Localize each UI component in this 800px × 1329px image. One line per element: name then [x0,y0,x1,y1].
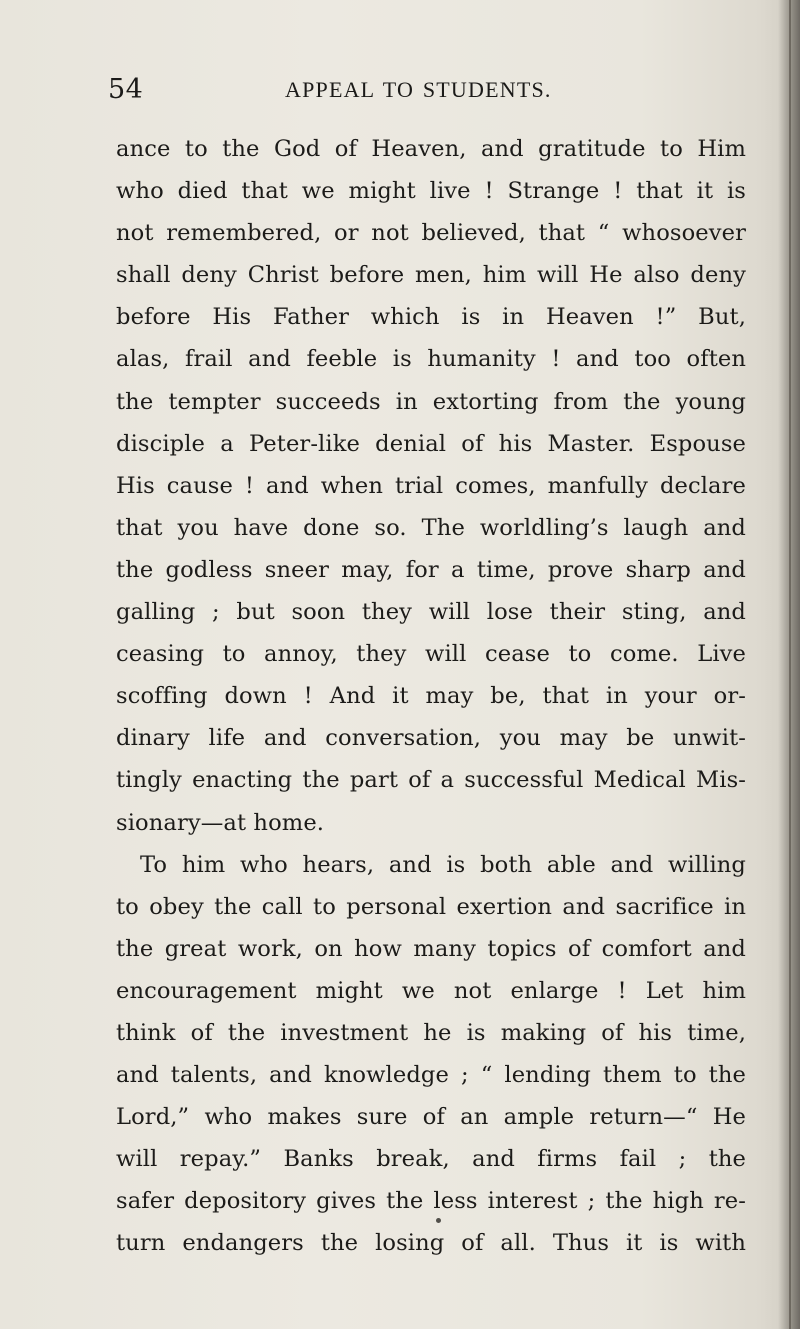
text-line: will repay.” Banks break, and firms fail ; the [116,1146,746,1173]
text-line: the godless sneer may, for a time, prove sharp and [116,556,746,583]
page-header [0,64,800,108]
text-line: and talents, and knowledge ; “ lending them to the [116,1062,746,1089]
text-line: that you have done so. The worldling’s laugh and [116,514,746,541]
text-line: ceasing to annoy, they will cease to come. Live [116,641,746,668]
body-text [116,128,746,1265]
text-line: galling ; but soon they will lose their sting, and [116,599,746,626]
page-edge-line [789,0,791,1329]
text-line: turn endangers the losing of all. Thus it is with [116,1230,746,1257]
text-line: ance to the God of Heaven, and gratitude to Him [116,136,746,162]
text-line: alas, frail and feeble is humanity ! and too often [116,346,746,373]
text-line: tingly enacting the part of a successful Medical Mis- [116,767,746,794]
text-line: disciple a Peter-like denial of his Master. Espouse [116,430,746,457]
text-line: His cause ! and when trial comes, manfully declare [116,472,746,499]
text-line: sionary—at home. [116,809,325,836]
text-line: not remembered, or not believed, that “ whosoever [116,220,746,247]
text-line: dinary life and conversation, you may be unwit- [116,725,746,752]
text-line: before His Father which is in Heaven !” But, [116,304,746,331]
running-head: APPEAL TO STUDENTS. [285,77,552,102]
text-line: Lord,” who makes sure of an ample return—“ He [116,1104,746,1131]
ink-speck [436,1218,441,1223]
text-line: shall deny Christ before men, him will He also deny [116,262,746,289]
text-line: To him who hears, and is both able and willing [140,851,746,878]
text-line: scoffing down ! And it may be, that in your or- [116,683,746,710]
text-line: the great work, on how many topics of comfort and [116,935,746,962]
text-line: think of the investment he is making of his time, [116,1019,746,1046]
text-line: safer depository gives the less interest ; the high re- [116,1188,746,1215]
text-line: encouragement might we not enlarge ! Let him [116,977,746,1004]
text-line: to obey the call to personal exertion and sacrifice in [116,893,746,920]
text-line: the tempter succeeds in extorting from the young [116,388,746,415]
page-number: 54 [108,74,144,105]
text-line: who died that we might live ! Strange ! that it is [116,178,746,205]
